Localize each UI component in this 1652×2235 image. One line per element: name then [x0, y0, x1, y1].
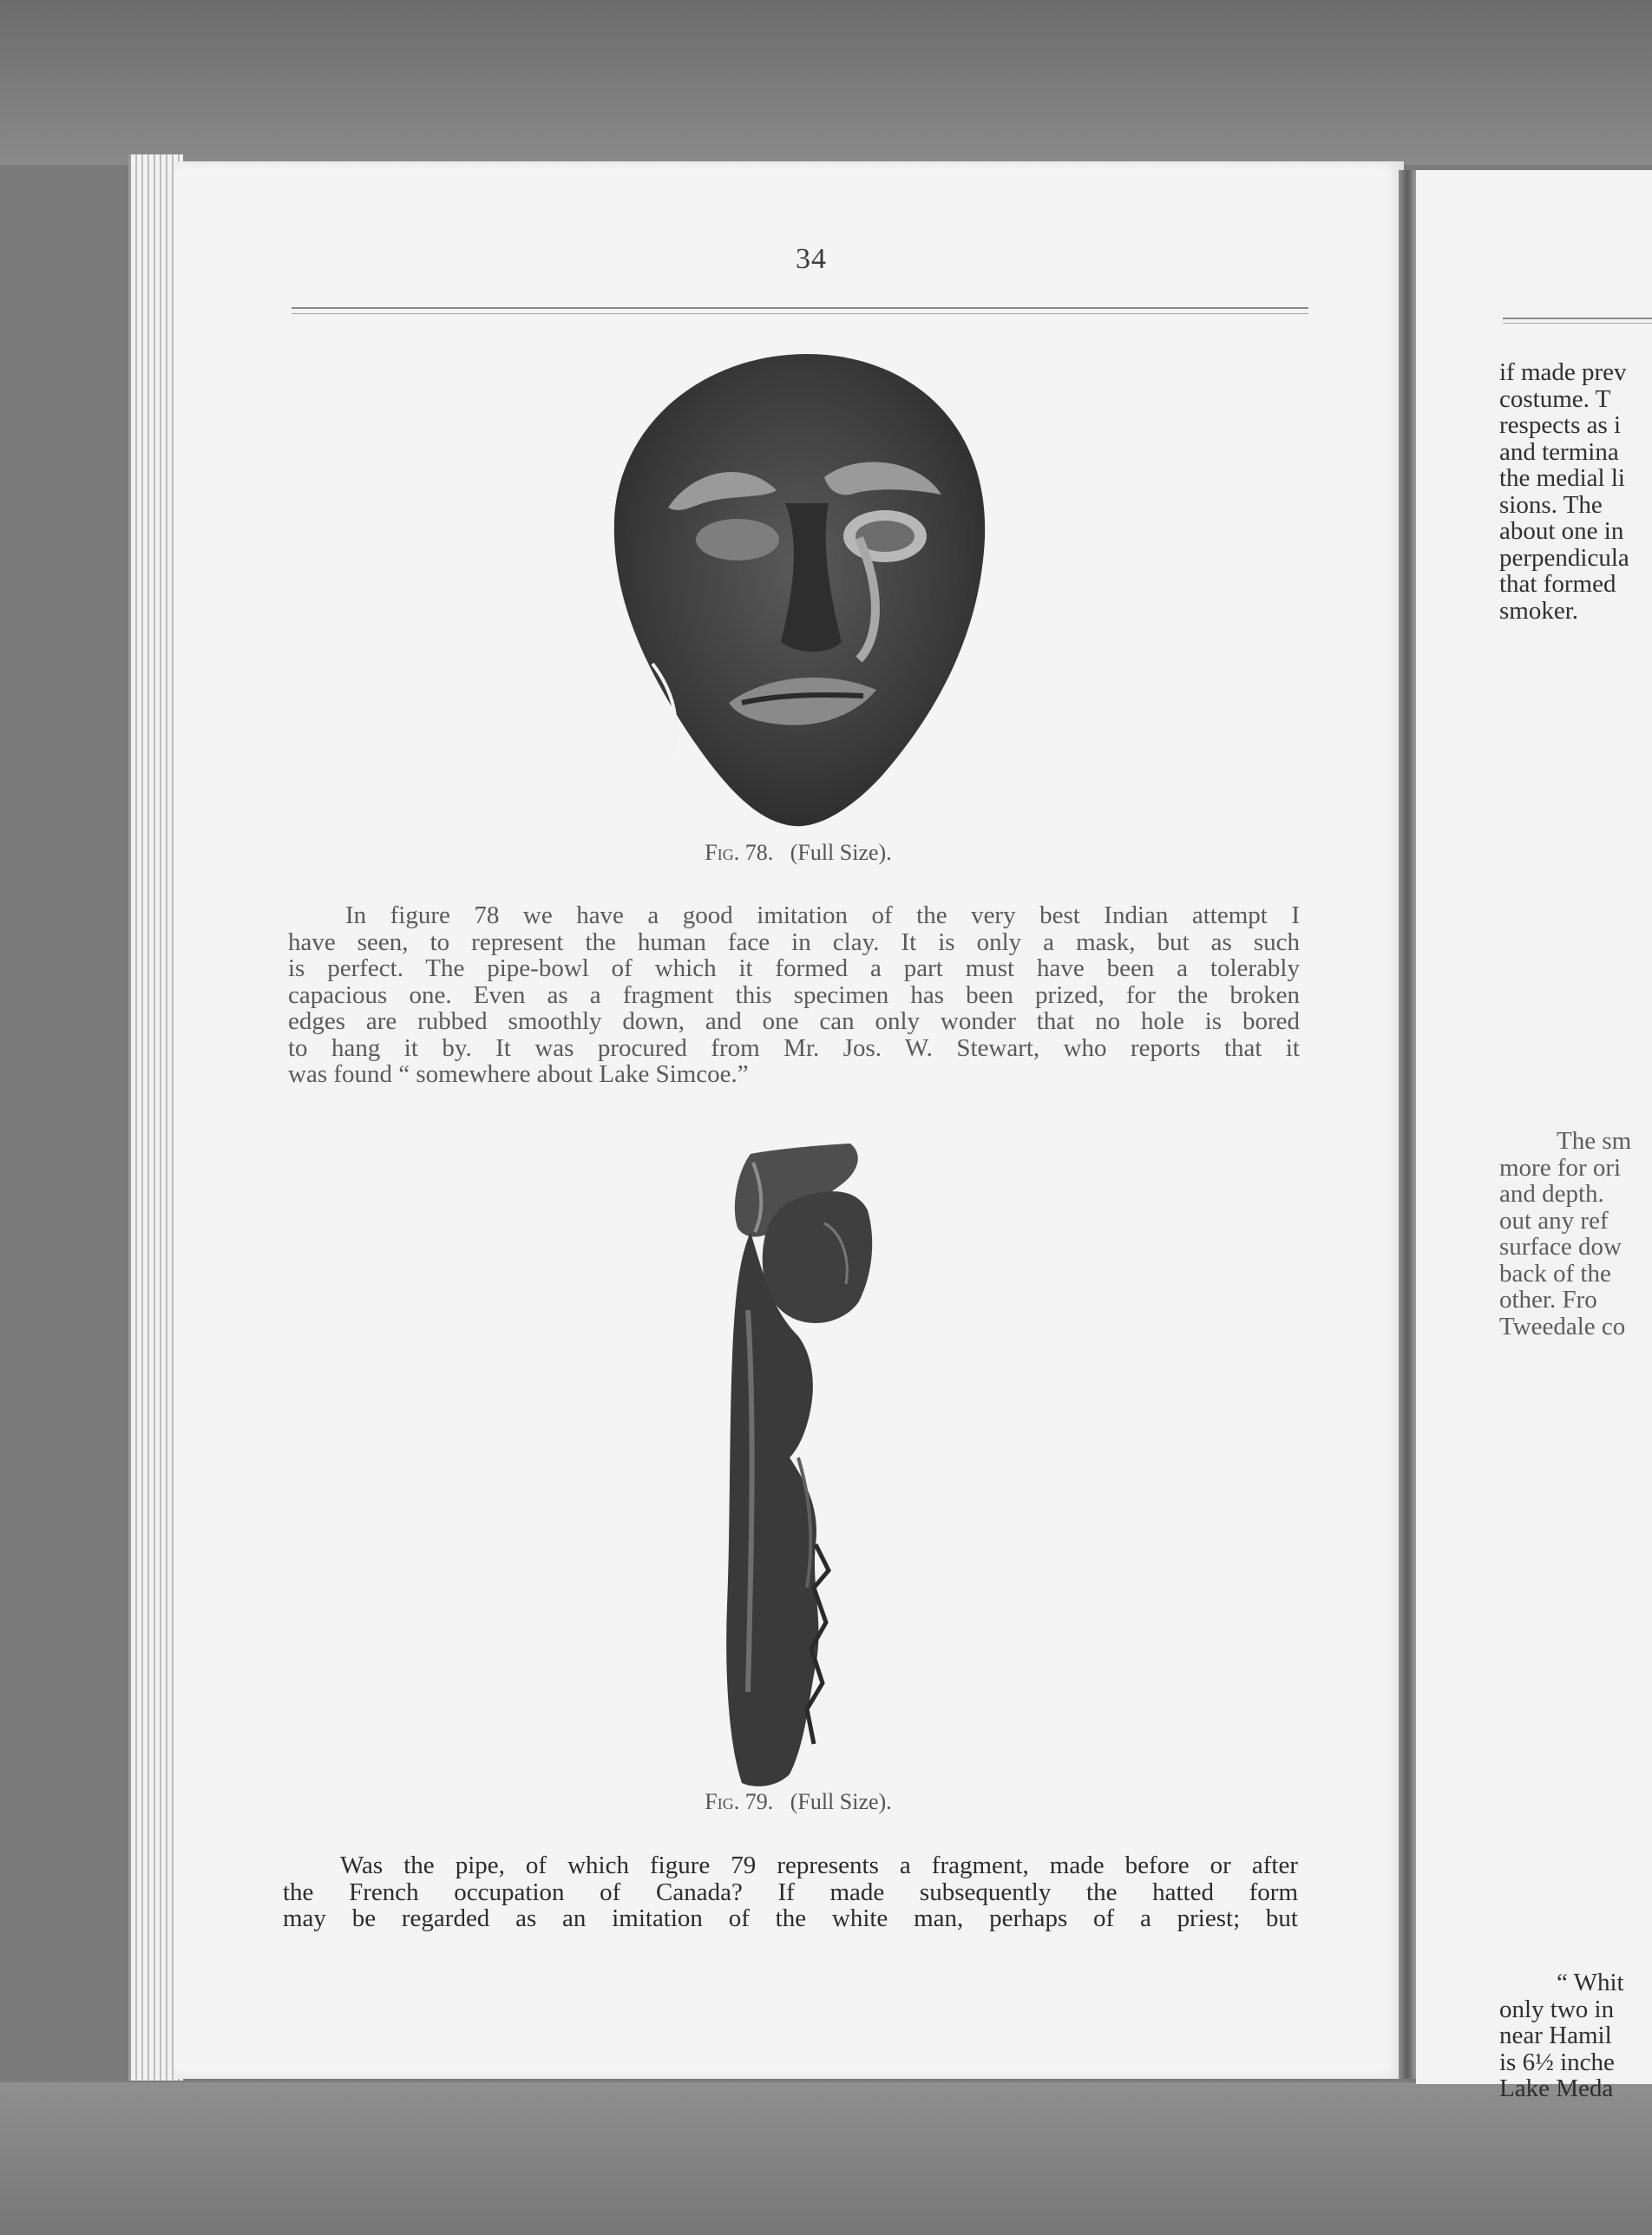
- figure-78-caption: [538, 840, 1059, 866]
- paragraph-1-line: In figure 78 we have a good imitation of the very best Indian attempt I: [345, 901, 1300, 929]
- right-page-line: perpendicula: [1499, 543, 1629, 572]
- right-page-line: sions. The: [1499, 490, 1603, 519]
- figure-79-caption-number: 79.: [744, 1789, 774, 1814]
- figure-78-caption-prefix: Fig.: [705, 840, 740, 865]
- paragraph-2-line: may be regarded as an imitation of the white man, perhaps of a priest; but: [283, 1904, 1298, 1932]
- right-page-line: other. Fro: [1499, 1286, 1597, 1314]
- figure-78-mask-image: [599, 347, 1006, 833]
- right-page-line: Lake Meda: [1499, 2074, 1614, 2102]
- right-page-line: that formed: [1499, 570, 1616, 598]
- right-page-line: back of the: [1499, 1259, 1611, 1288]
- right-page-line: The sm: [1557, 1127, 1632, 1155]
- paragraph-2-line: the French occupation of Canada? If made subsequently the hatted form: [283, 1878, 1298, 1906]
- right-page-line: and termina: [1499, 437, 1619, 466]
- right-page-line: “ Whit: [1557, 1969, 1624, 1996]
- right-page-line: Tweedale co: [1499, 1312, 1626, 1340]
- right-page-line: surface dow: [1499, 1233, 1622, 1261]
- figure-79-caption-note: (Full Size).: [790, 1789, 892, 1814]
- right-page-text-block-2: [1499, 1128, 1631, 1340]
- header-rule: [292, 307, 1308, 314]
- paragraph-1-line: capacious one. Even as a fragment this specimen has been prized, for the broken: [288, 980, 1300, 1009]
- paragraph-1-line: have seen, to represent the human face in clay. It is only a mask, but as such: [288, 927, 1300, 956]
- paragraph-1-line: to hang it by. It was procured from Mr. Jos. W. Stewart, who reports that it: [288, 1033, 1300, 1062]
- right-page-line: respects as i: [1499, 411, 1622, 439]
- right-page-line: out any ref: [1499, 1206, 1609, 1235]
- figure-78-caption-note: (Full Size).: [790, 840, 892, 865]
- right-page-line: smoker.: [1499, 596, 1579, 625]
- right-page-header-rule: [1503, 318, 1652, 324]
- right-page-text-block-3: [1499, 1970, 1624, 2102]
- figure-79-pipe-fragment-image: [668, 1137, 920, 1796]
- paragraph-1-line: edges are rubbed smoothly down, and one can only wonder that no hole is bored: [288, 1007, 1300, 1035]
- figure-79-caption-prefix: Fig.: [705, 1789, 740, 1814]
- right-page-line: if made prev: [1499, 358, 1627, 386]
- paragraph-1-line: is perfect. The pipe-bowl of which it formed a part must have been a tolerably: [288, 954, 1300, 982]
- right-page-line: costume. T: [1499, 384, 1611, 413]
- scan-background-bottom: [0, 2082, 1652, 2235]
- figure-79-caption: [538, 1789, 1059, 1815]
- paragraph-figure-78: [288, 902, 1300, 1088]
- right-page-cropped: [1416, 170, 1652, 2102]
- page-number: 34: [796, 243, 827, 275]
- right-page-line: is 6½ inche: [1499, 2048, 1615, 2076]
- figure-78-caption-number: 78.: [744, 840, 774, 865]
- right-page-line: near Hamil: [1499, 2022, 1612, 2049]
- right-page-text-block-1: [1499, 359, 1629, 624]
- right-page-line: about one in: [1499, 517, 1624, 545]
- right-page-line: the medial li: [1499, 464, 1625, 492]
- right-page-line: only two in: [1499, 1995, 1615, 2023]
- paragraph-1-line: was found “ somewhere about Lake Simcoe.”: [288, 1060, 749, 1088]
- book-gutter: [1399, 170, 1416, 2079]
- scan-background-top: [0, 0, 1652, 165]
- paragraph-figure-79: [283, 1852, 1298, 1932]
- right-page-line: more for ori: [1499, 1153, 1622, 1182]
- paragraph-2-line: Was the pipe, of which figure 79 represents a fragment, made before or after: [340, 1852, 1298, 1879]
- right-page-line: and depth.: [1499, 1180, 1604, 1208]
